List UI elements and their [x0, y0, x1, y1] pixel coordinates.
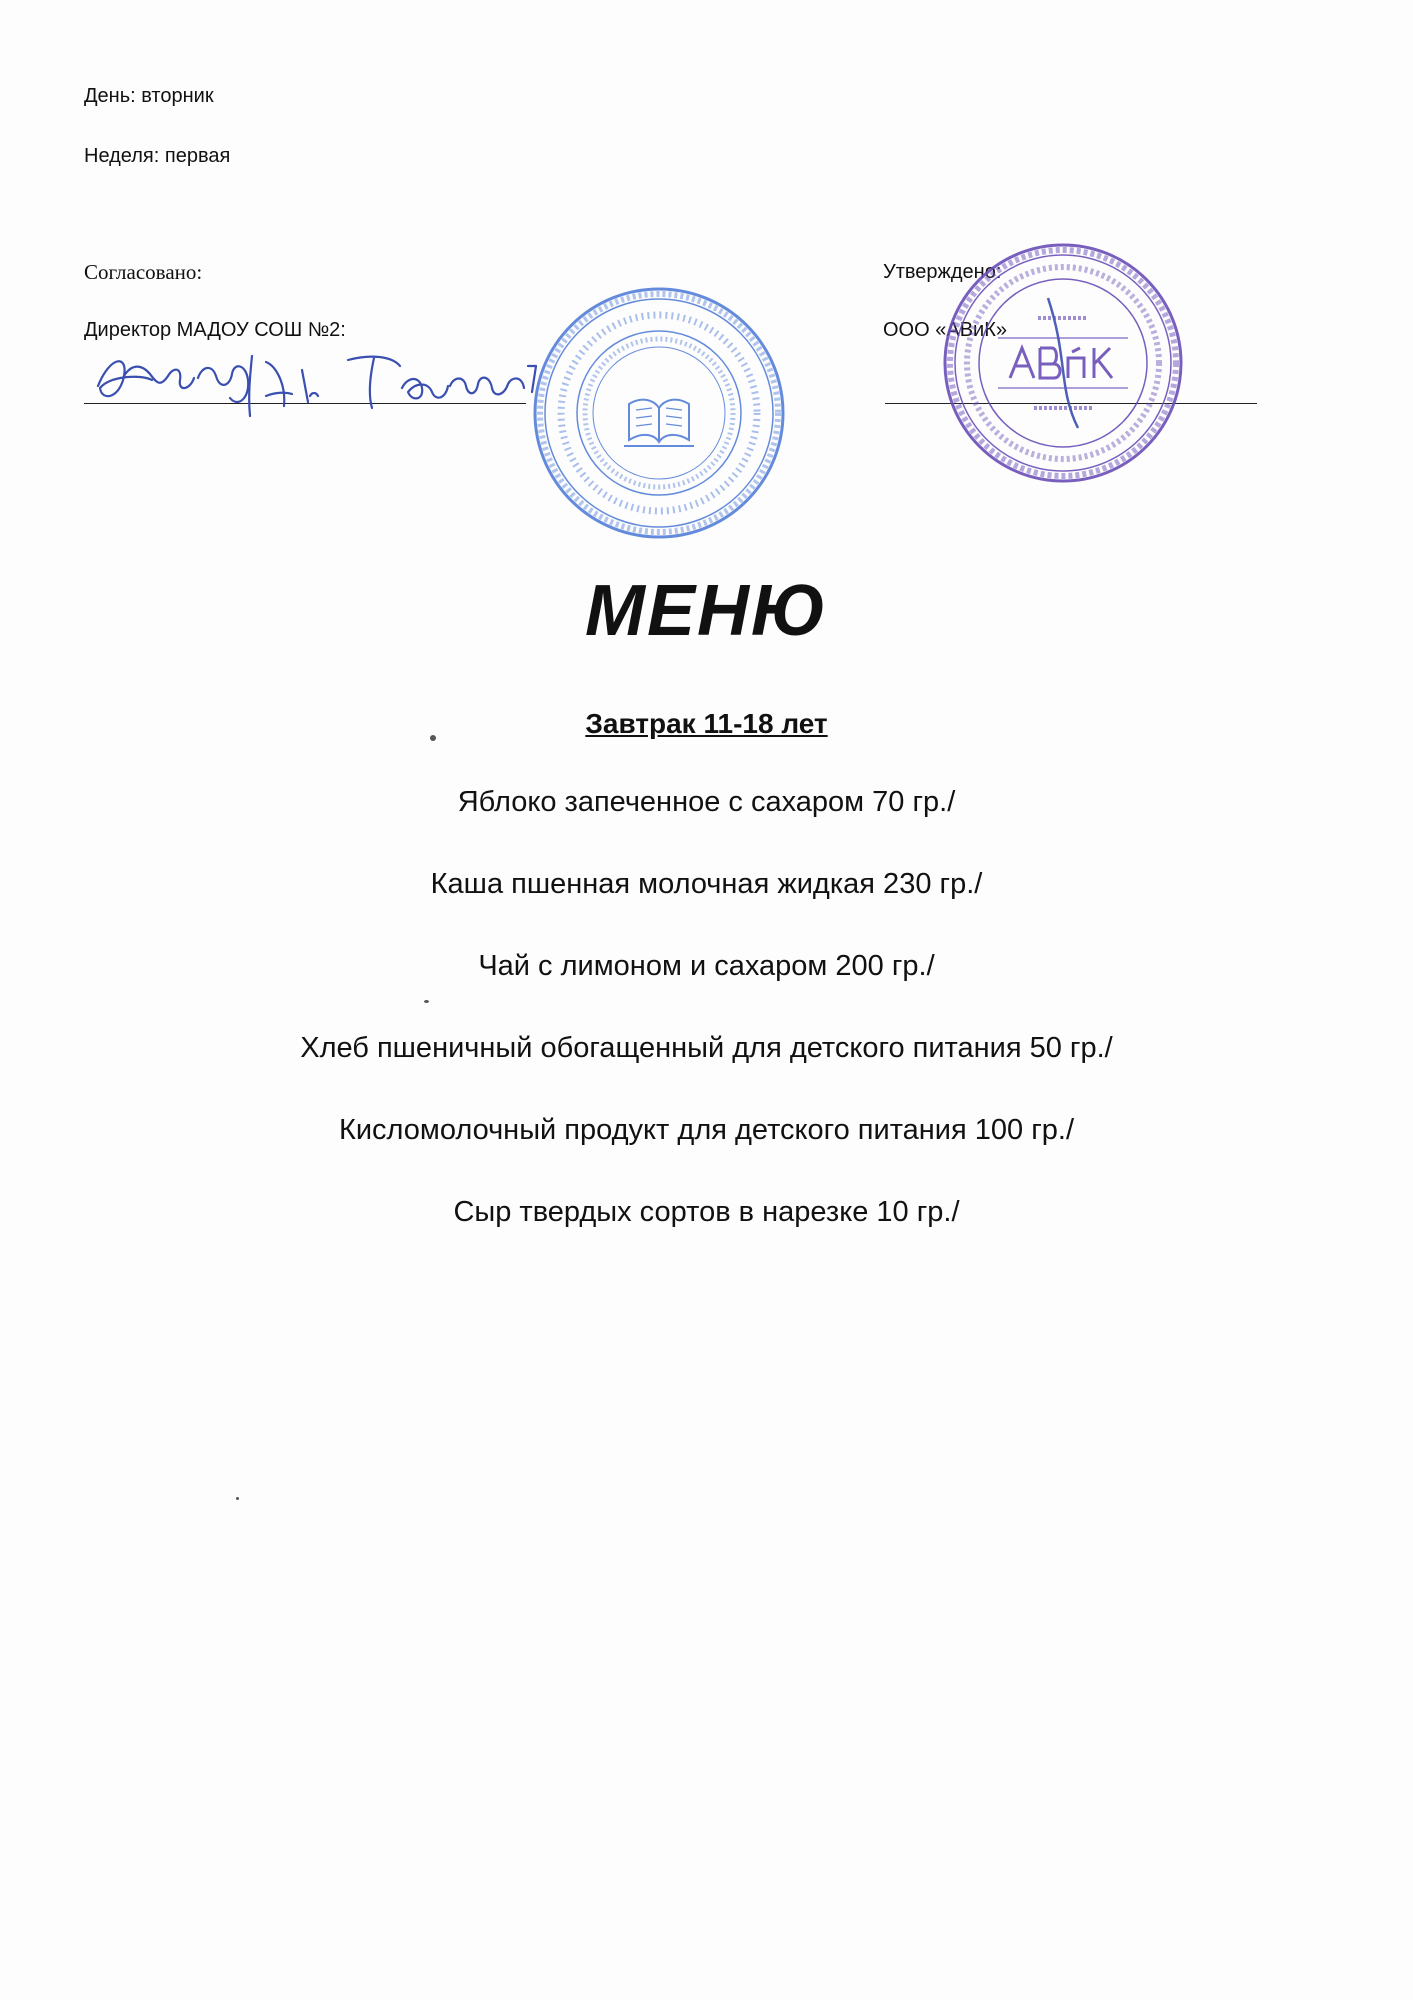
school-stamp	[528, 282, 790, 544]
meal-header: Завтрак 11-18 лет	[585, 708, 828, 739]
scan-speck	[236, 1497, 239, 1500]
approved-label: Утверждено:	[883, 261, 1002, 283]
scan-speck	[430, 735, 436, 741]
menu-item: Сыр твердых сортов в нарезке 10 гр./	[453, 1196, 960, 1228]
page-title: МЕНЮ	[584, 571, 829, 651]
menu-item: Хлеб пшеничный обогащенный для детского питания 50 гр./	[300, 1032, 1113, 1064]
menu-item: Чай с лимоном и сахаром 200 гр./	[478, 950, 935, 982]
company-stamp	[938, 238, 1188, 488]
agreed-label: Согласовано:	[84, 260, 203, 284]
menu-item: Каша пшенная молочная жидкая 230 гр./	[430, 868, 983, 900]
week-label: Неделя: первая	[84, 145, 231, 167]
menu-item: Кисломолочный продукт для детского питания 100 гр./	[338, 1114, 1075, 1146]
director-position: Директор МАДОУ СОШ №2:	[84, 319, 346, 341]
menu-list	[0, 780, 1413, 1272]
company-name: ООО «АВиК»	[883, 319, 1007, 341]
menu-item: Яблоко запеченное с сахаром 70 гр./	[457, 786, 956, 818]
director-signature	[80, 336, 560, 436]
day-label: День: вторник	[84, 85, 214, 107]
scan-speck	[424, 1000, 429, 1003]
